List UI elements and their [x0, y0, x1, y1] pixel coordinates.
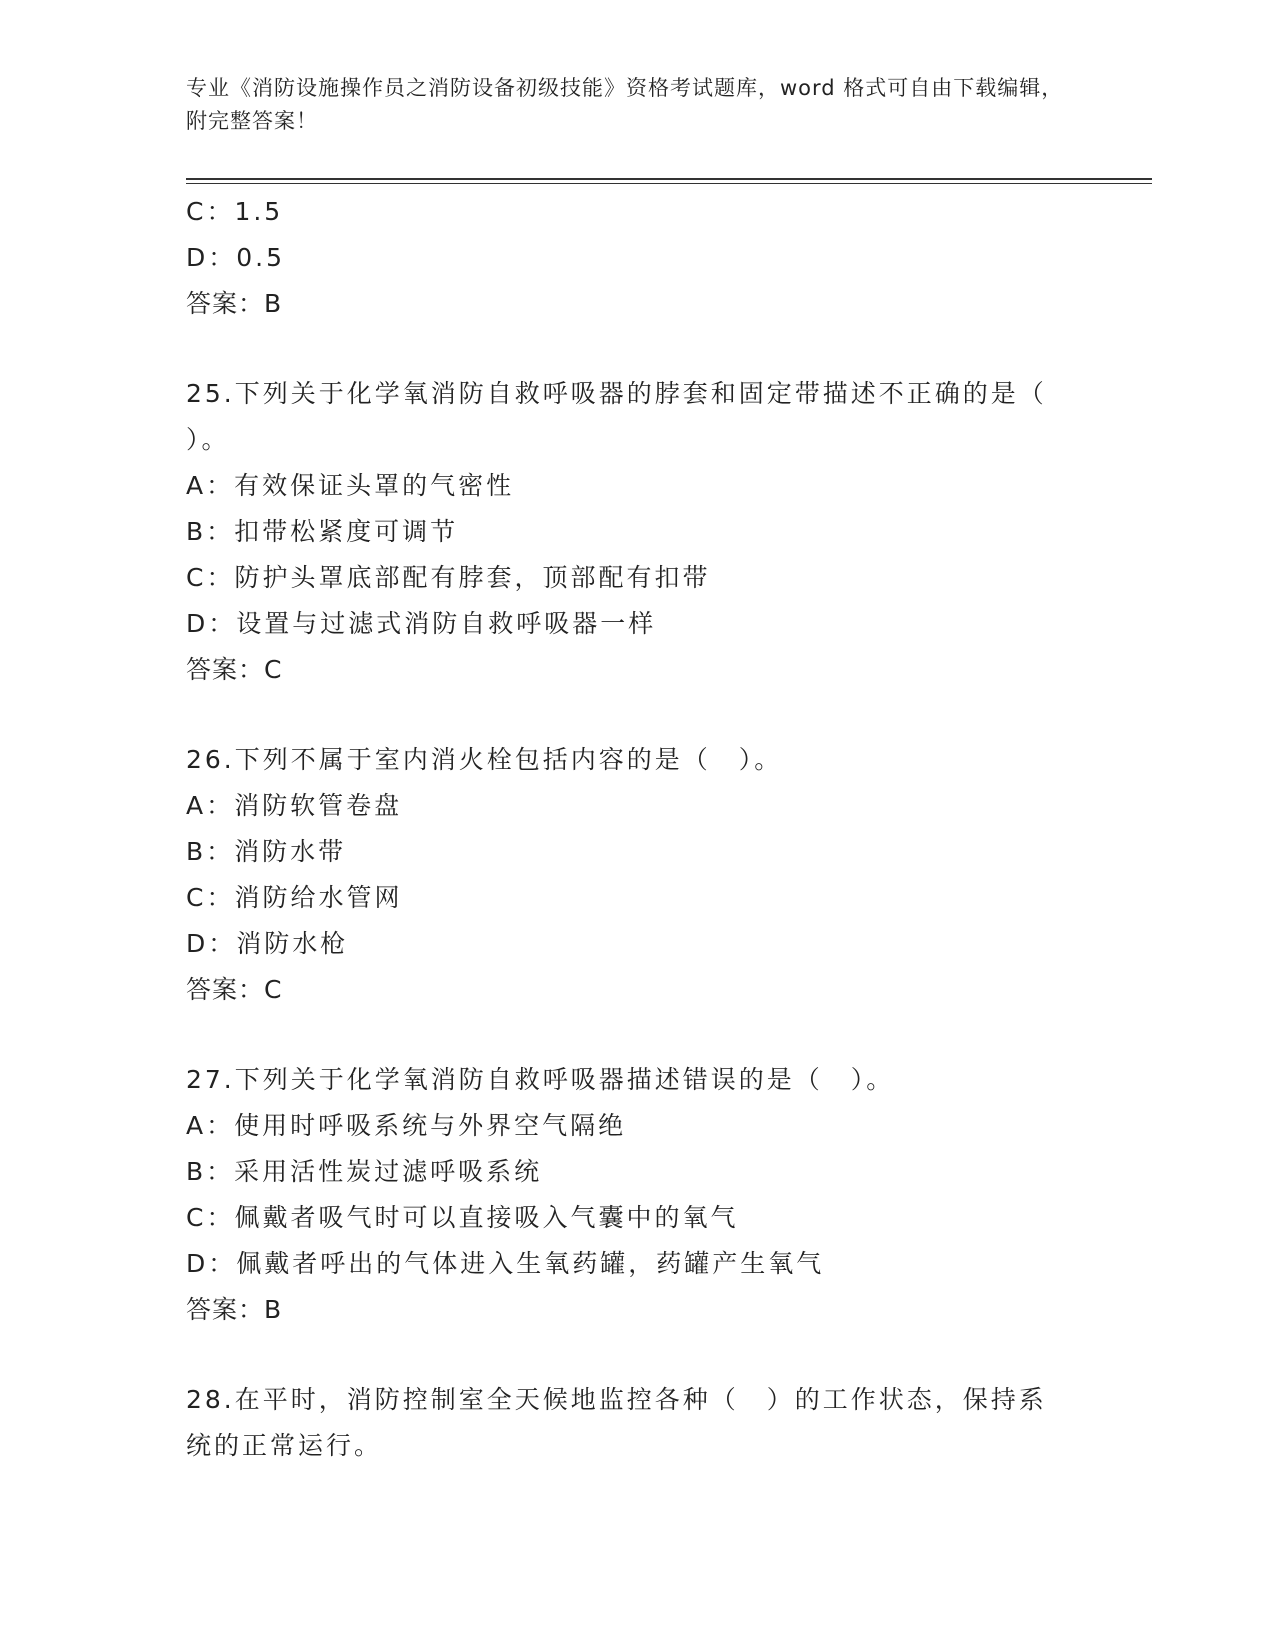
option-a: A：使用时呼吸系统与外界空气隔绝	[186, 1111, 627, 1140]
document-header: 专业《消防设施操作员之消防设备初级技能》资格考试题库，word 格式可自由下载编辑，附完整答案！	[186, 76, 1064, 133]
question-stem: 25.下列关于化学氧消防自救呼吸器的脖套和固定带描述不正确的是（ ）。	[186, 379, 1047, 454]
option-c: C：1.5	[186, 197, 284, 226]
option-a: A：有效保证头罩的气密性	[186, 471, 515, 500]
option-a: A：消防软管卷盘	[186, 791, 403, 820]
question-block-25	[186, 371, 1086, 693]
spacer	[186, 1013, 1086, 1057]
option-b: B：采用活性炭过滤呼吸系统	[186, 1157, 543, 1186]
option-d: D：佩戴者呼出的气体进入生氧药罐，药罐产生氧气	[186, 1249, 825, 1278]
option-c: C：防护头罩底部配有脖套，顶部配有扣带	[186, 563, 711, 592]
question-stem: 26.下列不属于室内消火栓包括内容的是（ ）。	[186, 745, 783, 774]
option-d: D：消防水枪	[186, 929, 349, 958]
header-divider	[186, 178, 1152, 180]
spacer	[186, 693, 1086, 737]
option-c: C：消防给水管网	[186, 883, 403, 912]
answer-label: 答案：B	[186, 289, 283, 318]
prev-question-block	[186, 189, 1086, 327]
question-stem: 28.在平时，消防控制室全天候地监控各种（ ）的工作状态，保持系统的正常运行。	[186, 1385, 1047, 1460]
option-b: B：扣带松紧度可调节	[186, 517, 459, 546]
option-d: D：设置与过滤式消防自救呼吸器一样	[186, 609, 657, 638]
header-divider-thin	[186, 183, 1152, 184]
option-b: B：消防水带	[186, 837, 347, 866]
question-block-27	[186, 1057, 1086, 1333]
spacer	[186, 1333, 1086, 1377]
spacer	[186, 327, 1086, 371]
question-stem: 27.下列关于化学氧消防自救呼吸器描述错误的是（ ）。	[186, 1065, 895, 1094]
option-d: D：0.5	[186, 243, 286, 272]
answer-label: 答案：B	[186, 1295, 283, 1324]
option-c: C：佩戴者吸气时可以直接吸入气囊中的氧气	[186, 1203, 739, 1232]
exam-content	[186, 189, 1086, 1469]
question-block-28	[186, 1377, 1086, 1469]
answer-label: 答案：C	[186, 975, 283, 1004]
answer-label: 答案：C	[186, 655, 283, 684]
question-block-26	[186, 737, 1086, 1013]
